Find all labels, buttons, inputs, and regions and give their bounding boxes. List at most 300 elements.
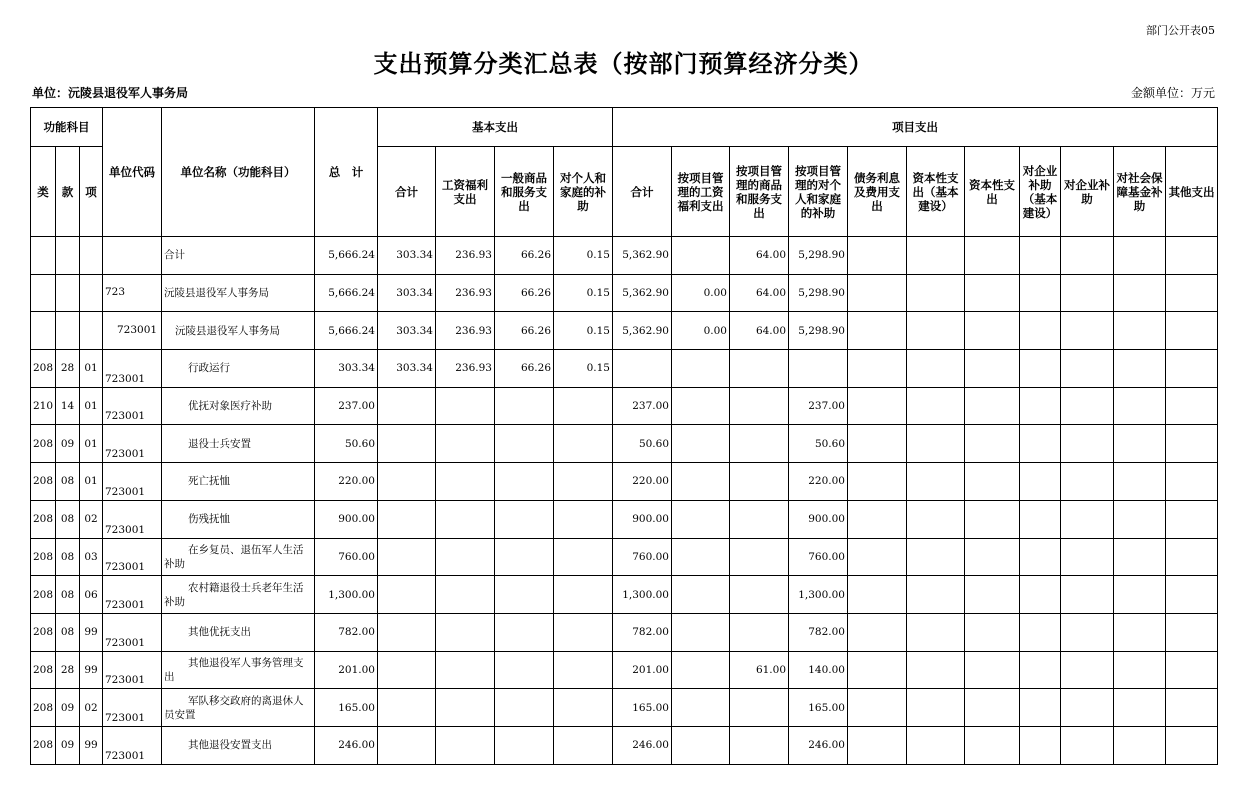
amount-cell bbox=[1061, 538, 1114, 576]
amount-cell: 220.00 bbox=[613, 463, 672, 501]
amount-cell bbox=[1114, 463, 1166, 501]
amount-cell bbox=[495, 463, 554, 501]
amount-cell bbox=[1114, 237, 1166, 275]
unit-name-cell: 沅陵县退役军人事务局 bbox=[162, 312, 315, 350]
amount-cell: 5,362.90 bbox=[613, 312, 672, 350]
amount-cell: 760.00 bbox=[789, 538, 848, 576]
amount-cell: 66.26 bbox=[495, 237, 554, 275]
amount-cell bbox=[1020, 538, 1061, 576]
amount-cell bbox=[730, 538, 789, 576]
amount-cell bbox=[1114, 538, 1166, 576]
amount-cell bbox=[907, 350, 965, 388]
amount-cell bbox=[848, 538, 907, 576]
amount-cell bbox=[907, 463, 965, 501]
amount-cell bbox=[848, 425, 907, 463]
amount-cell bbox=[1166, 237, 1218, 275]
amount-cell bbox=[730, 425, 789, 463]
amount-cell: 1,300.00 bbox=[789, 576, 848, 614]
lei-cell: 208 bbox=[31, 425, 56, 463]
amount-cell bbox=[436, 576, 495, 614]
table-row bbox=[31, 274, 1218, 312]
amount-cell bbox=[965, 613, 1020, 651]
xiang-cell bbox=[80, 312, 103, 350]
amount-cell bbox=[965, 350, 1020, 388]
amount-cell bbox=[1166, 689, 1218, 727]
amount-cell: 236.93 bbox=[436, 237, 495, 275]
amount-cell bbox=[378, 500, 436, 538]
amount-cell bbox=[672, 726, 730, 764]
amount-cell bbox=[378, 689, 436, 727]
unit-name-header: 单位名称（功能科目） bbox=[162, 108, 315, 237]
kuan-cell: 28 bbox=[56, 350, 80, 388]
amount-cell: 760.00 bbox=[613, 538, 672, 576]
amount-cell bbox=[965, 312, 1020, 350]
amount-cell bbox=[1166, 538, 1218, 576]
amount-cell: 64.00 bbox=[730, 312, 789, 350]
amount-cell bbox=[1020, 350, 1061, 388]
amount-cell bbox=[730, 500, 789, 538]
unit-code-cell: 723001 bbox=[103, 538, 162, 576]
unit-name-cell: 其他退役安置支出 bbox=[162, 726, 315, 764]
amount-cell: 303.34 bbox=[378, 312, 436, 350]
lei-cell: 208 bbox=[31, 689, 56, 727]
amount-cell bbox=[436, 538, 495, 576]
lei-cell bbox=[31, 237, 56, 275]
xiang-cell: 99 bbox=[80, 613, 103, 651]
amount-cell bbox=[1166, 463, 1218, 501]
project-col-header: 按项目管理的商品和服务支出 bbox=[730, 147, 789, 237]
amount-cell bbox=[436, 425, 495, 463]
amount-cell bbox=[907, 237, 965, 275]
unit-code-cell: 723001 bbox=[103, 350, 162, 388]
amount-cell bbox=[1114, 500, 1166, 538]
unit-name-cell: 优抚对象医疗补助 bbox=[162, 387, 315, 425]
amount-cell: 0.15 bbox=[554, 350, 613, 388]
table-row bbox=[31, 726, 1218, 764]
amount-unit-label: 金额单位：万元 bbox=[1130, 86, 1215, 100]
amount-cell bbox=[1166, 651, 1218, 689]
amount-cell: 303.34 bbox=[315, 350, 378, 388]
unit-code-cell: 723 bbox=[103, 274, 162, 312]
table-row bbox=[31, 651, 1218, 689]
amount-cell: 0.00 bbox=[672, 312, 730, 350]
amount-cell bbox=[1061, 312, 1114, 350]
amount-cell: 246.00 bbox=[613, 726, 672, 764]
kuan-cell: 08 bbox=[56, 613, 80, 651]
kuan-cell: 14 bbox=[56, 387, 80, 425]
amount-cell bbox=[730, 576, 789, 614]
project-expense-header: 项目支出 bbox=[613, 108, 1218, 147]
amount-cell: 237.00 bbox=[613, 387, 672, 425]
amount-cell bbox=[789, 350, 848, 388]
amount-cell bbox=[965, 726, 1020, 764]
unit-code-cell: 723001 bbox=[103, 689, 162, 727]
amount-cell bbox=[554, 651, 613, 689]
amount-cell bbox=[1166, 274, 1218, 312]
amount-cell bbox=[495, 651, 554, 689]
amount-cell bbox=[672, 538, 730, 576]
lei-cell: 208 bbox=[31, 463, 56, 501]
amount-cell bbox=[1061, 274, 1114, 312]
amount-cell bbox=[378, 463, 436, 501]
budget-table bbox=[30, 107, 1218, 765]
amount-cell bbox=[907, 726, 965, 764]
project-col-header: 对企业补助（基本建设） bbox=[1020, 147, 1061, 237]
unit-name-cell: 沅陵县退役军人事务局 bbox=[162, 274, 315, 312]
amount-cell: 5,666.24 bbox=[315, 274, 378, 312]
amount-cell: 246.00 bbox=[789, 726, 848, 764]
table-row bbox=[31, 500, 1218, 538]
lei-cell bbox=[31, 274, 56, 312]
xiang-cell: 99 bbox=[80, 651, 103, 689]
amount-cell: 61.00 bbox=[730, 651, 789, 689]
amount-cell: 5,298.90 bbox=[789, 237, 848, 275]
unit-name-cell: 退役士兵安置 bbox=[162, 425, 315, 463]
amount-cell: 66.26 bbox=[495, 274, 554, 312]
unit-name-cell: 军队移交政府的离退休人员安置 bbox=[162, 689, 315, 727]
amount-cell: 64.00 bbox=[730, 237, 789, 275]
amount-cell bbox=[1114, 350, 1166, 388]
amount-cell bbox=[1114, 425, 1166, 463]
amount-cell: 5,298.90 bbox=[789, 312, 848, 350]
amount-cell: 140.00 bbox=[789, 651, 848, 689]
amount-cell bbox=[436, 463, 495, 501]
kuan-cell: 08 bbox=[56, 500, 80, 538]
amount-cell: 236.93 bbox=[436, 350, 495, 388]
unit-label: 单位：沅陵县退役军人事务局 bbox=[32, 86, 189, 100]
lei-cell: 208 bbox=[31, 500, 56, 538]
amount-cell bbox=[554, 425, 613, 463]
project-col-header: 资本性支出 bbox=[965, 147, 1020, 237]
lei-cell: 208 bbox=[31, 613, 56, 651]
amount-cell bbox=[848, 312, 907, 350]
unit-code-cell: 723001 bbox=[103, 312, 162, 350]
xiang-cell: 01 bbox=[80, 387, 103, 425]
amount-cell: 782.00 bbox=[789, 613, 848, 651]
basic-col-header: 对个人和家庭的补助 bbox=[554, 147, 613, 237]
amount-cell bbox=[1114, 651, 1166, 689]
kuan-cell bbox=[56, 312, 80, 350]
unit-code-header: 单位代码 bbox=[103, 108, 162, 237]
amount-cell: 220.00 bbox=[315, 463, 378, 501]
amount-cell bbox=[965, 387, 1020, 425]
amount-cell bbox=[965, 538, 1020, 576]
kuan-cell: 09 bbox=[56, 425, 80, 463]
amount-cell bbox=[672, 613, 730, 651]
amount-cell bbox=[1061, 237, 1114, 275]
kuan-cell: 08 bbox=[56, 463, 80, 501]
amount-cell bbox=[436, 726, 495, 764]
kuan-header: 款 bbox=[56, 147, 80, 237]
unit-code-cell: 723001 bbox=[103, 463, 162, 501]
amount-cell bbox=[1166, 500, 1218, 538]
amount-cell bbox=[436, 613, 495, 651]
amount-cell: 201.00 bbox=[613, 651, 672, 689]
amount-cell bbox=[554, 387, 613, 425]
amount-cell bbox=[672, 350, 730, 388]
amount-cell: 900.00 bbox=[315, 500, 378, 538]
func-subject-header: 功能科目 bbox=[31, 108, 103, 147]
xiang-cell: 01 bbox=[80, 350, 103, 388]
unit-name-cell: 伤残抚恤 bbox=[162, 500, 315, 538]
amount-cell bbox=[1166, 350, 1218, 388]
unit-name-cell: 行政运行 bbox=[162, 350, 315, 388]
amount-cell bbox=[495, 425, 554, 463]
amount-cell bbox=[907, 500, 965, 538]
amount-cell bbox=[1061, 387, 1114, 425]
amount-cell: 66.26 bbox=[495, 350, 554, 388]
xiang-cell: 03 bbox=[80, 538, 103, 576]
amount-cell bbox=[1061, 689, 1114, 727]
amount-cell bbox=[965, 274, 1020, 312]
amount-cell bbox=[1114, 726, 1166, 764]
amount-cell bbox=[436, 387, 495, 425]
amount-cell bbox=[1114, 312, 1166, 350]
amount-cell: 1,300.00 bbox=[613, 576, 672, 614]
amount-cell: 50.60 bbox=[789, 425, 848, 463]
amount-cell bbox=[848, 726, 907, 764]
form-number: 部门公开表05 bbox=[1146, 24, 1215, 37]
amount-cell bbox=[1114, 387, 1166, 425]
amount-cell bbox=[554, 726, 613, 764]
xiang-cell: 06 bbox=[80, 576, 103, 614]
table-row bbox=[31, 576, 1218, 614]
page-title: 支出预算分类汇总表（按部门预算经济分类） bbox=[373, 49, 874, 78]
project-col-header: 资本性支出（基本建设） bbox=[907, 147, 965, 237]
amount-cell: 5,666.24 bbox=[315, 312, 378, 350]
kuan-cell: 08 bbox=[56, 538, 80, 576]
amount-cell bbox=[554, 576, 613, 614]
amount-cell bbox=[378, 387, 436, 425]
xiang-cell: 99 bbox=[80, 726, 103, 764]
amount-cell bbox=[1020, 312, 1061, 350]
amount-cell bbox=[965, 237, 1020, 275]
amount-cell bbox=[1020, 500, 1061, 538]
amount-cell: 64.00 bbox=[730, 274, 789, 312]
table-row bbox=[31, 387, 1218, 425]
amount-cell: 50.60 bbox=[315, 425, 378, 463]
amount-cell bbox=[378, 726, 436, 764]
lei-cell: 210 bbox=[31, 387, 56, 425]
xiang-cell: 02 bbox=[80, 500, 103, 538]
amount-cell bbox=[1061, 726, 1114, 764]
unit-code-cell: 723001 bbox=[103, 387, 162, 425]
amount-cell bbox=[672, 500, 730, 538]
amount-cell bbox=[848, 613, 907, 651]
basic-col-header: 一般商品和服务支出 bbox=[495, 147, 554, 237]
amount-cell bbox=[1061, 350, 1114, 388]
amount-cell: 0.15 bbox=[554, 237, 613, 275]
amount-cell bbox=[848, 500, 907, 538]
xiang-header: 项 bbox=[80, 147, 103, 237]
amount-cell bbox=[613, 350, 672, 388]
amount-cell: 303.34 bbox=[378, 237, 436, 275]
amount-cell bbox=[907, 387, 965, 425]
amount-cell bbox=[436, 500, 495, 538]
table-row bbox=[31, 463, 1218, 501]
amount-cell bbox=[436, 689, 495, 727]
table-row bbox=[31, 425, 1218, 463]
amount-cell: 165.00 bbox=[613, 689, 672, 727]
amount-cell bbox=[1114, 613, 1166, 651]
amount-cell bbox=[1020, 576, 1061, 614]
amount-cell bbox=[730, 726, 789, 764]
unit-name-cell: 死亡抚恤 bbox=[162, 463, 315, 501]
amount-cell bbox=[848, 651, 907, 689]
amount-cell bbox=[495, 538, 554, 576]
table-row bbox=[31, 689, 1218, 727]
unit-name-cell: 合计 bbox=[162, 237, 315, 275]
amount-cell: 237.00 bbox=[315, 387, 378, 425]
table-row bbox=[31, 350, 1218, 388]
unit-name-cell: 农村籍退役士兵老年生活补助 bbox=[162, 576, 315, 614]
amount-cell bbox=[1061, 613, 1114, 651]
amount-cell bbox=[1020, 613, 1061, 651]
project-col-header: 对企业补助 bbox=[1061, 147, 1114, 237]
amount-cell bbox=[1166, 312, 1218, 350]
lei-cell: 208 bbox=[31, 576, 56, 614]
amount-cell bbox=[495, 726, 554, 764]
amount-cell bbox=[378, 651, 436, 689]
amount-cell bbox=[965, 576, 1020, 614]
amount-cell bbox=[1020, 726, 1061, 764]
amount-cell bbox=[848, 350, 907, 388]
amount-cell bbox=[672, 651, 730, 689]
amount-cell bbox=[378, 576, 436, 614]
lei-cell: 208 bbox=[31, 350, 56, 388]
amount-cell bbox=[672, 576, 730, 614]
amount-cell: 236.93 bbox=[436, 312, 495, 350]
total-header: 总 计 bbox=[315, 108, 378, 237]
kuan-cell: 09 bbox=[56, 726, 80, 764]
table-body bbox=[31, 237, 1218, 765]
amount-cell bbox=[1114, 274, 1166, 312]
basic-expense-header: 基本支出 bbox=[378, 108, 613, 147]
amount-cell bbox=[730, 463, 789, 501]
amount-cell bbox=[907, 576, 965, 614]
amount-cell bbox=[730, 613, 789, 651]
amount-cell bbox=[554, 613, 613, 651]
lei-cell: 208 bbox=[31, 726, 56, 764]
lei-cell bbox=[31, 312, 56, 350]
amount-cell bbox=[1061, 651, 1114, 689]
amount-cell bbox=[730, 387, 789, 425]
amount-cell bbox=[1020, 463, 1061, 501]
amount-cell bbox=[1166, 387, 1218, 425]
unit-name-cell: 在乡复员、退伍军人生活补助 bbox=[162, 538, 315, 576]
kuan-cell: 09 bbox=[56, 689, 80, 727]
lei-header: 类 bbox=[31, 147, 56, 237]
amount-cell bbox=[907, 274, 965, 312]
unit-code-cell: 723001 bbox=[103, 726, 162, 764]
amount-cell bbox=[436, 651, 495, 689]
amount-cell bbox=[1020, 651, 1061, 689]
amount-cell bbox=[848, 237, 907, 275]
xiang-cell bbox=[80, 237, 103, 275]
project-col-header: 债务利息及费用支出 bbox=[848, 147, 907, 237]
amount-cell bbox=[1166, 576, 1218, 614]
amount-cell bbox=[907, 538, 965, 576]
amount-cell bbox=[848, 463, 907, 501]
amount-cell: 5,298.90 bbox=[789, 274, 848, 312]
amount-cell bbox=[495, 387, 554, 425]
amount-cell: 900.00 bbox=[789, 500, 848, 538]
basic-col-header: 合计 bbox=[378, 147, 436, 237]
unit-code-cell bbox=[103, 237, 162, 275]
amount-cell bbox=[907, 312, 965, 350]
amount-cell bbox=[672, 689, 730, 727]
xiang-cell: 01 bbox=[80, 425, 103, 463]
amount-cell bbox=[378, 425, 436, 463]
amount-cell bbox=[1061, 463, 1114, 501]
amount-cell bbox=[965, 651, 1020, 689]
amount-cell: 782.00 bbox=[613, 613, 672, 651]
amount-cell: 165.00 bbox=[315, 689, 378, 727]
amount-cell bbox=[1020, 274, 1061, 312]
amount-cell bbox=[730, 689, 789, 727]
kuan-cell bbox=[56, 274, 80, 312]
amount-cell bbox=[848, 576, 907, 614]
amount-cell: 760.00 bbox=[315, 538, 378, 576]
amount-cell bbox=[672, 463, 730, 501]
amount-cell bbox=[1020, 689, 1061, 727]
amount-cell bbox=[907, 651, 965, 689]
kuan-cell: 28 bbox=[56, 651, 80, 689]
amount-cell: 236.93 bbox=[436, 274, 495, 312]
kuan-cell: 08 bbox=[56, 576, 80, 614]
amount-cell bbox=[965, 500, 1020, 538]
amount-cell: 50.60 bbox=[613, 425, 672, 463]
amount-cell bbox=[1061, 425, 1114, 463]
amount-cell bbox=[1061, 500, 1114, 538]
amount-cell: 201.00 bbox=[315, 651, 378, 689]
amount-cell: 246.00 bbox=[315, 726, 378, 764]
amount-cell bbox=[378, 538, 436, 576]
kuan-cell bbox=[56, 237, 80, 275]
amount-cell bbox=[554, 538, 613, 576]
amount-cell bbox=[1166, 726, 1218, 764]
amount-cell bbox=[495, 613, 554, 651]
amount-cell bbox=[907, 689, 965, 727]
amount-cell: 1,300.00 bbox=[315, 576, 378, 614]
amount-cell bbox=[554, 463, 613, 501]
amount-cell: 303.34 bbox=[378, 350, 436, 388]
unit-name-cell: 其他退役军人事务管理支出 bbox=[162, 651, 315, 689]
amount-cell bbox=[848, 689, 907, 727]
lei-cell: 208 bbox=[31, 538, 56, 576]
amount-cell: 165.00 bbox=[789, 689, 848, 727]
amount-cell: 303.34 bbox=[378, 274, 436, 312]
amount-cell bbox=[672, 387, 730, 425]
table-row bbox=[31, 538, 1218, 576]
amount-cell bbox=[1166, 425, 1218, 463]
amount-cell bbox=[965, 689, 1020, 727]
amount-cell bbox=[1020, 237, 1061, 275]
unit-code-cell: 723001 bbox=[103, 576, 162, 614]
basic-col-header: 工资福利支出 bbox=[436, 147, 495, 237]
amount-cell: 5,362.90 bbox=[613, 274, 672, 312]
table-row bbox=[31, 613, 1218, 651]
project-col-header: 其他支出 bbox=[1166, 147, 1218, 237]
amount-cell bbox=[1020, 387, 1061, 425]
table-row bbox=[31, 312, 1218, 350]
xiang-cell bbox=[80, 274, 103, 312]
amount-cell bbox=[1114, 576, 1166, 614]
amount-cell: 782.00 bbox=[315, 613, 378, 651]
amount-cell bbox=[1020, 425, 1061, 463]
amount-cell bbox=[1061, 576, 1114, 614]
project-col-header: 合计 bbox=[613, 147, 672, 237]
